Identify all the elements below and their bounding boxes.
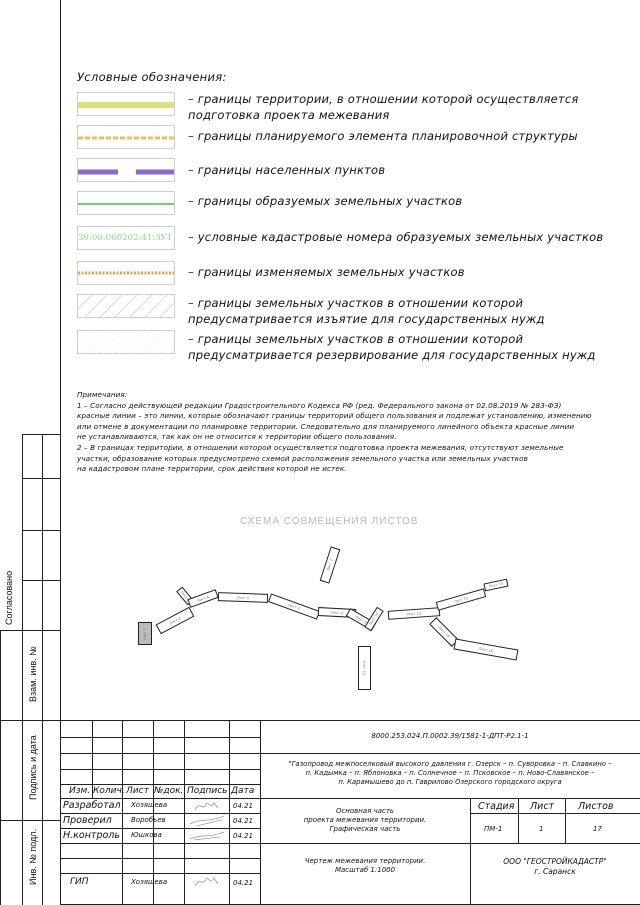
name-developer: Хозяшева <box>131 801 168 809</box>
role-norm-control: Н.контроль <box>63 830 120 841</box>
tb-line <box>470 813 640 814</box>
tb-vline <box>260 720 261 905</box>
legend-text-territory: – границы территории, в отношении которой осуществляется подготовка проекта межевания <box>188 92 579 122</box>
signature-norm-control <box>188 828 226 843</box>
legend-symbol-territory <box>77 92 175 116</box>
legend-title: Условные обозначения: <box>77 70 227 84</box>
tb-line <box>60 798 640 799</box>
notes-heading: Примечания: <box>77 390 128 399</box>
signature-checker <box>188 813 226 828</box>
scheme-sheet-14: Лист 14 <box>483 579 508 592</box>
signature-chief-engineer <box>192 873 222 889</box>
header-doc: №док. <box>154 786 184 796</box>
scheme-title: СХЕМА СОВМЕЩЕНИЯ ЛИСТОВ <box>240 516 419 527</box>
name-chief-engineer: Хозяшева <box>131 878 168 886</box>
object-name: "Газопровод межпоселковый высокого давления г. Озерск – п. Суворовка – п. Славкино – п. Кадымка – п. Яблоновка – п. Солнечное – п. Псковское – п. Ново-Славянское – п. Карамышево до п. Гаврилово Озерского городского округа <box>288 760 612 786</box>
header-sign: Подпись <box>187 786 228 796</box>
tb-line <box>60 753 640 754</box>
notes-line: 1 – Согласно действующей редакции Градостроительного Кодекса РФ (ред. Федерального закона от 02.08.2019 № 283-ФЗ) <box>77 400 562 410</box>
notes <box>77 390 597 475</box>
notes-line: 2 – В границах территории, в отношении которой осуществляется подготовка проекта межевания, отсутствуют земельные <box>77 442 564 452</box>
legend-text-changed-plots: – границы изменяемых земельных участков <box>188 265 465 279</box>
drawing-name: Чертеж межевания территории. Масштаб 1:1000 <box>304 857 426 874</box>
scheme-sheet-15: Лист 15 <box>429 617 459 647</box>
header-list: Лист <box>126 786 149 796</box>
legend-symbol-formed-plots <box>77 191 175 215</box>
scheme-sheet-12: Лист 12 <box>388 607 441 620</box>
scheme-sheet-9: Лист 9 <box>346 608 376 631</box>
stage-label: Стадия <box>478 801 515 812</box>
sheet-label: Лист <box>530 801 555 812</box>
side-row-line <box>0 630 60 631</box>
scheme-sheet-5: Лист 5 <box>218 592 268 603</box>
name-checker: Воробьев <box>131 816 166 824</box>
date-chief-engineer: 04.21 <box>233 879 254 887</box>
tb-line <box>60 873 260 874</box>
scheme-sheet-11: Лист 11 <box>358 646 371 690</box>
tb-line <box>60 858 260 859</box>
side-row-line <box>0 820 60 821</box>
side-row-line <box>22 530 60 531</box>
side-row-line <box>22 478 60 479</box>
legend-text-planning-element: – границы планируемого элемента планировочной структуры <box>188 129 578 143</box>
legend-symbol-cadastral <box>77 226 175 250</box>
role-developer: Разработал <box>63 800 121 811</box>
notes-line: не устанавливаются, так как он не относится к территории общего пользования. <box>77 432 397 442</box>
scheme-sheet-3: Лист 3 <box>176 587 194 606</box>
legend-text-cadastral: – условные кадастровые номера образуемых земельных участков <box>188 230 604 244</box>
tb-vline <box>518 798 519 843</box>
scheme-sheet-10: Лист 10 <box>364 607 384 632</box>
section-name: Основная часть проекта межевания территории. Графическая часть <box>303 807 427 833</box>
scheme-sheet-16: Лист 16 <box>454 639 519 661</box>
header-date: Дата <box>231 786 255 796</box>
side-col-line <box>22 434 23 905</box>
date-checker: 04.21 <box>233 817 254 825</box>
side-row-line <box>0 720 60 721</box>
legend-symbol-planning-element <box>77 125 175 149</box>
tb-vline <box>470 798 471 905</box>
notes-line: на кадастровом плане территории, срок действия которой не истек. <box>77 464 347 474</box>
scheme-sheet-8: Лист 8 <box>318 607 356 618</box>
tb-vline <box>122 798 123 905</box>
sheets-label: Листов <box>578 801 614 812</box>
scheme-sheet-1: Лист 1 <box>138 622 152 645</box>
tb-vline <box>565 798 566 843</box>
scheme-sheet-6: Лист 6 <box>268 593 320 619</box>
header-kol: Колич. <box>93 786 125 796</box>
side-row-line <box>22 580 60 581</box>
scheme-sheet-7: Лист 7 <box>320 546 341 583</box>
signature-developer <box>192 798 222 813</box>
side-label-sign-date: Подпись и дата <box>28 735 38 800</box>
side-row-line <box>22 434 60 435</box>
scheme-sheet-13: Лист 13 <box>436 588 487 610</box>
sheet-value: 1 <box>539 825 544 833</box>
tb-line <box>60 784 260 785</box>
name-norm-control: Юшкова <box>131 831 162 839</box>
legend-symbol-reservation <box>77 330 175 354</box>
scheme-sheet-2: Лист 2 <box>156 607 195 635</box>
tb-line <box>60 828 260 829</box>
legend-text-formed-plots: – границы образуемых земельных участков <box>188 194 463 208</box>
tb-vline <box>229 720 230 905</box>
sheets-value: 17 <box>593 825 602 833</box>
cadastral-sample: 39:00:060202:41:ЗУ1 <box>78 233 173 243</box>
date-norm-control: 04.21 <box>233 832 254 840</box>
side-col-line <box>0 630 1 905</box>
legend-text-reservation: – границы земельных участков в отношении которой предусматривается резервирование для государственных нужд <box>188 332 596 362</box>
legend-symbol-seizure <box>77 294 175 318</box>
scheme-sheet-4: Лист 4 <box>187 589 218 608</box>
role-checker: Проверил <box>63 815 112 826</box>
tb-line <box>60 769 260 770</box>
tb-line <box>60 843 640 844</box>
date-developer: 04.21 <box>233 802 254 810</box>
notes-line: или отмене в документации по планировке территории. Следовательно для планируемого линейного объекта красные линии <box>77 421 575 431</box>
document-code: 8000.253.024.П.0002.39/1581-1-ДПТ-Р2.1-1 <box>371 732 529 740</box>
legend-text-seizure: – границы земельных участков в отношении которой предусматривается изъятие для государственных нужд <box>188 296 545 326</box>
tb-vline <box>184 720 185 905</box>
tb-line <box>60 737 260 738</box>
header-izm: Изм. <box>69 786 91 796</box>
notes-line: красные линии – это линии, которые обозначают границы территорий общего пользования и подлежат установлению, изменению <box>77 411 592 421</box>
legend-symbol-settlements <box>77 158 175 182</box>
side-label-agreed: Согласовано <box>4 570 14 625</box>
role-chief-engineer: ГИП <box>70 877 89 887</box>
stage-value: ПМ-1 <box>484 825 503 833</box>
tb-line <box>60 813 260 814</box>
side-label-inv-orig: Инв. № подл. <box>28 828 38 885</box>
company-name: ООО "ГЕОСТРОЙКАДАСТР" г. Саранск <box>503 857 607 876</box>
legend-text-settlements: – границы населенных пунктов <box>188 163 386 177</box>
notes-line: участки, образование которых предусмотрено схемой расположения земельного участка или земельных участков <box>77 453 528 463</box>
legend-symbol-changed-plots <box>77 261 175 285</box>
side-col-line <box>42 434 43 905</box>
side-label-inv-replace: Взам. инв. № <box>28 646 38 702</box>
